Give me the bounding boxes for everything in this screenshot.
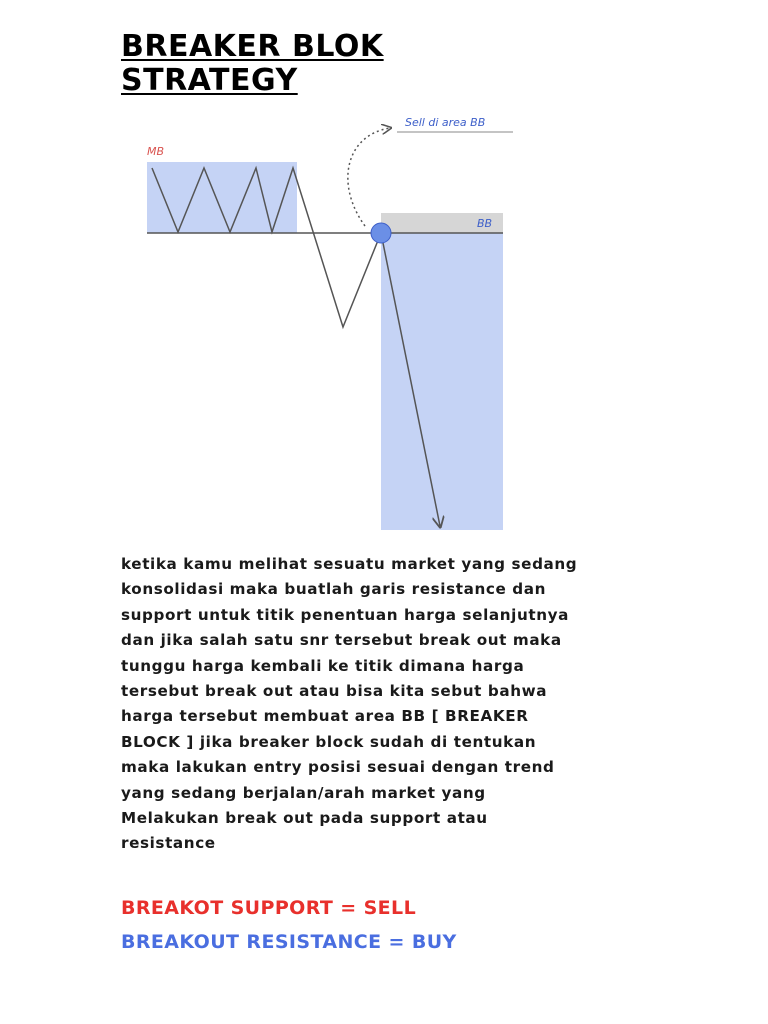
mb-label: MB [147, 145, 165, 158]
bb-label: BB [477, 217, 493, 230]
sell-dotted-arrow [348, 128, 390, 226]
title-line-2: STRATEGY [121, 63, 298, 98]
bb-zone [381, 233, 503, 530]
explanation-paragraph: ketika kamu melihat sesuatu market yang sedang konsolidasi maka buatlah garis resistance dan support untuk titik penentuan harga selanjutnya dan jika salah satu snr tersebut break out maka tunggu harga kembali ke titik dimana harga tersebut break out atau bisa kita sebut bahwa harga tersebut membuat area BB [ BREAKER BLOCK ] jika breaker block sudah di tentukan maka lakukan entry posisi sesuai dengan trend yang sedang berjalan/arah market yang Melakukan break out pada support atau resistance [121, 555, 578, 853]
title-line-1: BREAKER BLOK [121, 29, 384, 64]
sell-label: Sell di area BB [405, 116, 486, 129]
buy-rule: BREAKOUT RESISTANCE = BUY [121, 931, 457, 953]
sell-rule: BREAKOT SUPPORT = SELL [121, 897, 417, 919]
entry-point-dot [371, 223, 391, 243]
